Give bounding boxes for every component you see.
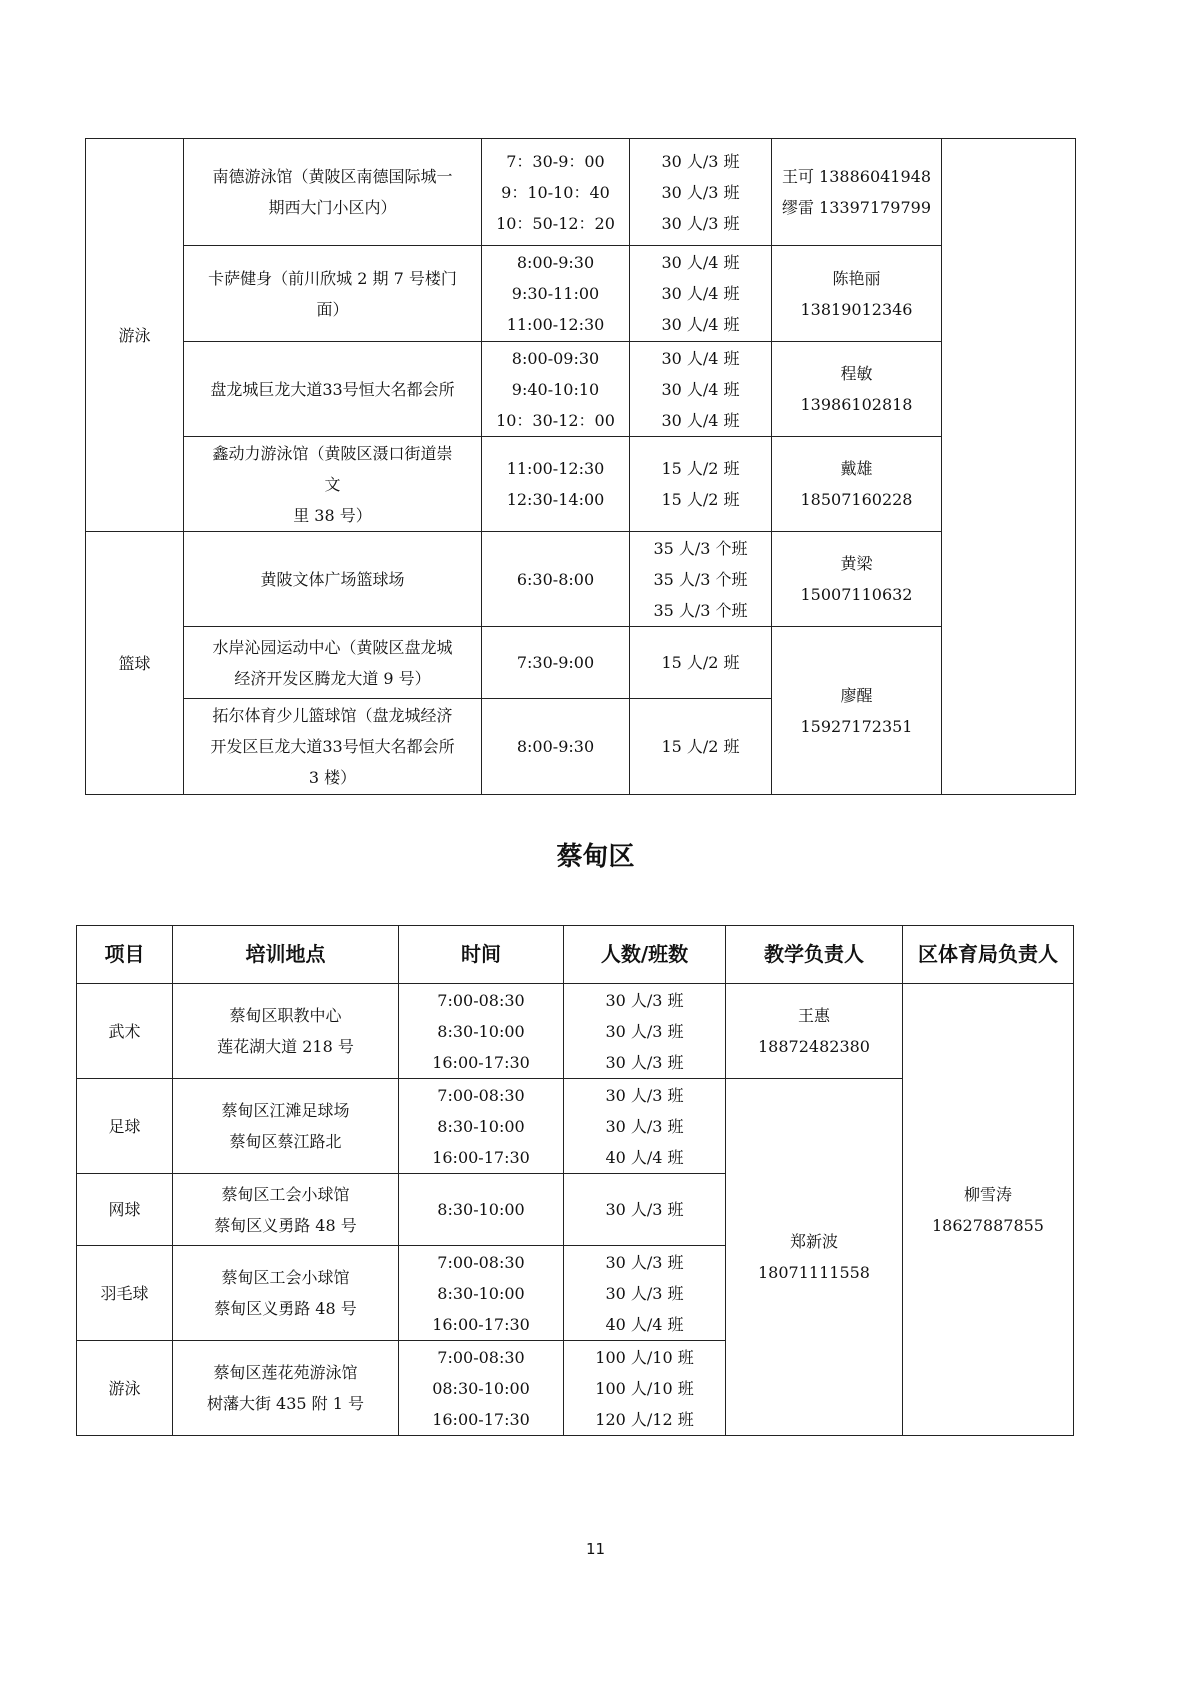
- sport-label: 游泳: [118, 325, 151, 345]
- contact-cell: 戴雄 18507160228: [772, 437, 942, 532]
- sport-cell: 网球: [77, 1174, 173, 1246]
- table-row: [86, 437, 1076, 532]
- capacity-cell: 30 人/3 班 30 人/3 班 30 人/3 班: [630, 139, 772, 246]
- sport-cell: 武术: [77, 984, 173, 1079]
- place-cell: 南德游泳馆（黄陂区南德国际城一 期西大门小区内）: [184, 139, 482, 246]
- time-cell: 7:00-08:30 8:30-10:00 16:00-17:30: [399, 1079, 564, 1174]
- district-title: 蔡甸区: [556, 842, 635, 872]
- bureau-contact-cell: [942, 139, 1076, 795]
- table-row: [77, 984, 1074, 1079]
- capacity-cell: 30 人/3 班 30 人/3 班 30 人/3 班: [564, 984, 726, 1079]
- capacity-cell: 15 人/2 班: [630, 699, 772, 795]
- capacity-cell: 15 人/2 班 15 人/2 班: [630, 437, 772, 532]
- caidian-schedule-table: [76, 925, 1074, 1436]
- place-cell: 黄陂文体广场篮球场: [184, 532, 482, 627]
- sport-cell: 游泳: [77, 1341, 173, 1436]
- place-cell: 蔡甸区工会小球馆 蔡甸区义勇路 48 号: [173, 1174, 399, 1246]
- bureau-contact-cell: 柳雪涛 18627887855: [903, 984, 1074, 1436]
- place-cell: 水岸沁园运动中心（黄陂区盘龙城 经济开发区腾龙大道 9 号）: [184, 627, 482, 699]
- sport-label: 篮球: [118, 653, 151, 673]
- time-cell: 8:00-9:30: [482, 699, 630, 795]
- capacity-cell: 15 人/2 班: [630, 627, 772, 699]
- table-row: [86, 246, 1076, 342]
- header-capacity: 人数/班数: [564, 926, 726, 984]
- header-sport: 项目: [77, 926, 173, 984]
- time-cell: 8:00-9:30 9:30-11:00 11:00-12:30: [482, 246, 630, 342]
- capacity-cell: 35 人/3 个班 35 人/3 个班 35 人/3 个班: [630, 532, 772, 627]
- table-row: [86, 627, 1076, 699]
- sport-cell: [86, 532, 184, 795]
- capacity-cell: 30 人/4 班 30 人/4 班 30 人/4 班: [630, 246, 772, 342]
- capacity-cell: 30 人/3 班: [564, 1174, 726, 1246]
- capacity-cell: 30 人/3 班 30 人/3 班 40 人/4 班: [564, 1079, 726, 1174]
- time-cell: 6:30-8:00: [482, 532, 630, 627]
- time-cell: 7:00-08:30 8:30-10:00 16:00-17:30: [399, 1246, 564, 1341]
- sport-cell: 羽毛球: [77, 1246, 173, 1341]
- header-teacher: 教学负责人: [726, 926, 903, 984]
- table-row: [86, 342, 1076, 437]
- page-number: 11: [585, 1540, 606, 1558]
- header-time: 时间: [399, 926, 564, 984]
- contact-cell: 黄梁 15007110632: [772, 532, 942, 627]
- place-cell: 拓尔体育少儿篮球馆（盘龙城经济 开发区巨龙大道33号恒大名都会所 3 楼）: [184, 699, 482, 795]
- time-cell: 7:00-08:30 08:30-10:00 16:00-17:30: [399, 1341, 564, 1436]
- sport-cell: [86, 139, 184, 532]
- time-cell: 7:00-08:30 8:30-10:00 16:00-17:30: [399, 984, 564, 1079]
- place-cell: 盘龙城巨龙大道33号恒大名都会所: [184, 342, 482, 437]
- contact-cell: 程敏 13986102818: [772, 342, 942, 437]
- time-cell: 7:30-9:00: [482, 627, 630, 699]
- top-schedule-table: [85, 138, 1076, 795]
- time-cell: 8:00-09:30 9:40-10:10 10：30-12：00: [482, 342, 630, 437]
- contact-cell: 王可 13886041948 缪雷 13397179799: [772, 139, 942, 246]
- time-cell: 7：30-9：00 9：10-10：40 10：50-12：20: [482, 139, 630, 246]
- teacher-cell: 王惠 18872482380: [726, 984, 903, 1079]
- table-row: [86, 532, 1076, 627]
- table-row: [86, 139, 1076, 246]
- header-row: [77, 926, 1074, 984]
- place-cell: 蔡甸区职教中心 莲花湖大道 218 号: [173, 984, 399, 1079]
- teacher-cell: 郑新波 18071111558: [726, 1079, 903, 1436]
- place-cell: 蔡甸区工会小球馆 蔡甸区义勇路 48 号: [173, 1246, 399, 1341]
- place-cell: 蔡甸区莲花苑游泳馆 树藩大街 435 附 1 号: [173, 1341, 399, 1436]
- header-place: 培训地点: [173, 926, 399, 984]
- place-cell: 卡萨健身（前川欣城 2 期 7 号楼门 面）: [184, 246, 482, 342]
- sport-cell: 足球: [77, 1079, 173, 1174]
- capacity-cell: 30 人/3 班 30 人/3 班 40 人/4 班: [564, 1246, 726, 1341]
- contact-cell: 陈艳丽 13819012346: [772, 246, 942, 342]
- time-cell: 11:00-12:30 12:30-14:00: [482, 437, 630, 532]
- header-bureau: 区体育局负责人: [903, 926, 1074, 984]
- contact-cell: 廖醒 15927172351: [772, 627, 942, 795]
- time-cell: 8:30-10:00: [399, 1174, 564, 1246]
- place-cell: 鑫动力游泳馆（黄陂区滠口街道崇 文 里 38 号）: [184, 437, 482, 532]
- capacity-cell: 100 人/10 班 100 人/10 班 120 人/12 班: [564, 1341, 726, 1436]
- capacity-cell: 30 人/4 班 30 人/4 班 30 人/4 班: [630, 342, 772, 437]
- place-cell: 蔡甸区江滩足球场 蔡甸区蔡江路北: [173, 1079, 399, 1174]
